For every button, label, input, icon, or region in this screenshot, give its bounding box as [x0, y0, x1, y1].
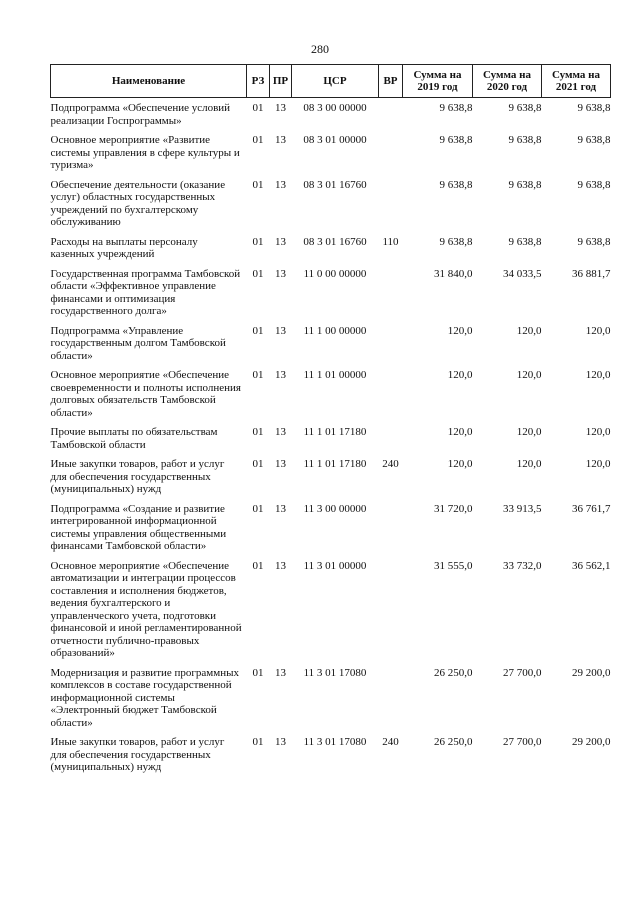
row-csr: 08 3 01 00000: [303, 134, 367, 146]
row-sum-2020: 9 638,8: [508, 134, 542, 146]
row-rz: 01: [252, 426, 264, 438]
row-sum-2020: 9 638,8: [508, 178, 542, 191]
row-vr: 110: [382, 235, 399, 248]
row-sum-2019: 31 720,0: [434, 502, 473, 515]
row-sum-2019: 120,0: [447, 324, 473, 337]
table-row: [51, 499, 611, 556]
header-sum-2020: Сумма на 2020 год: [473, 65, 542, 98]
table-header-row: [51, 65, 611, 98]
row-sum-2020: 120,0: [516, 458, 542, 470]
table-row: [51, 732, 611, 777]
row-csr: 11 1 01 00000: [303, 369, 367, 381]
header-rz: РЗ: [247, 65, 270, 98]
row-csr: 11 1 01 17180: [303, 426, 367, 438]
row-rz: 01: [252, 134, 264, 146]
row-rz: 01: [252, 102, 264, 114]
header-vr: ВР: [379, 65, 403, 98]
row-pr: 13: [275, 134, 286, 146]
row-rz: 01: [252, 458, 264, 470]
row-csr: 08 3 01 16760: [303, 235, 367, 248]
row-pr: 13: [275, 267, 286, 280]
table-row: [51, 232, 611, 264]
row-sum-2019: 9 638,8: [439, 235, 473, 248]
row-name: Иные закупки товаров, работ и услуг для обеспечения государственных (муниципальных) нужд: [50, 736, 225, 773]
row-sum-2019: 31 555,0: [434, 559, 473, 572]
row-vr: [379, 422, 403, 454]
row-name: Подпрограмма «Управление государственным долгом Тамбовской области»: [50, 324, 226, 362]
row-sum-2020: 33 732,0: [503, 559, 542, 572]
row-sum-2020: 9 638,8: [508, 235, 542, 248]
table-row: [51, 130, 611, 175]
row-vr: [379, 663, 403, 733]
row-sum-2019: 9 638,8: [439, 102, 473, 114]
row-sum-2020: 27 700,0: [503, 736, 542, 748]
page-number: 280: [311, 42, 329, 56]
row-sum-2019: 9 638,8: [439, 178, 473, 191]
row-sum-2021: 36 881,7: [572, 267, 611, 280]
row-csr: 11 3 00 00000: [303, 502, 367, 515]
row-sum-2019: 26 250,0: [434, 666, 473, 679]
row-csr: 08 3 01 16760: [303, 178, 367, 191]
row-rz: 01: [252, 736, 264, 748]
row-pr: 13: [275, 102, 286, 114]
row-sum-2021: 9 638,8: [577, 102, 611, 114]
row-sum-2020: 9 638,8: [508, 102, 542, 114]
row-pr: 13: [275, 736, 286, 748]
row-sum-2021: 120,0: [585, 324, 611, 337]
row-sum-2019: 9 638,8: [439, 134, 473, 146]
row-sum-2021: 120,0: [585, 458, 611, 470]
row-sum-2020: 34 033,5: [503, 267, 542, 280]
row-vr: [379, 130, 403, 175]
row-sum-2019: 31 840,0: [434, 267, 473, 280]
row-sum-2021: 120,0: [585, 369, 611, 381]
row-pr: 13: [275, 666, 286, 679]
row-pr: 13: [275, 178, 286, 191]
row-rz: 01: [252, 235, 264, 248]
row-vr: [379, 365, 403, 422]
row-pr: 13: [275, 235, 286, 248]
table-row: [51, 264, 611, 321]
row-sum-2019: 120,0: [447, 369, 473, 381]
row-sum-2020: 120,0: [516, 426, 542, 438]
row-name: Иные закупки товаров, работ и услуг для обеспечения государственных (муниципальных) нужд: [50, 458, 225, 495]
header-csr: ЦСР: [292, 65, 379, 98]
row-rz: 01: [252, 666, 264, 679]
row-name: Основное мероприятие «Обеспечение автоматизации и интеграции процессов составления и исполнения бюджетов, ведения бухгалтерского и управленческого учета, подготовки финансовой и иной регламентированной отчетности публично-правовых образований»: [50, 559, 242, 659]
table-row: [51, 321, 611, 366]
row-pr: 13: [275, 502, 286, 515]
row-rz: 01: [252, 267, 264, 280]
table-row: [51, 98, 611, 131]
row-rz: 01: [252, 502, 264, 515]
table-row: [51, 175, 611, 232]
row-vr: [379, 98, 403, 131]
row-sum-2020: 120,0: [516, 369, 542, 381]
row-csr: 11 3 01 00000: [303, 559, 367, 572]
row-csr: 08 3 00 00000: [303, 102, 367, 114]
row-name: Основное мероприятие «Развитие системы управления в сфере культуры и туризма»: [50, 134, 240, 171]
row-name: Модернизация и развитие программных комплексов в составе государственной информационной системы «Электронный бюджет Тамбовской области»: [50, 666, 240, 729]
header-name: Наименование: [51, 65, 247, 98]
row-csr: 11 3 01 17080: [303, 666, 367, 679]
row-csr: 11 0 00 00000: [303, 267, 367, 280]
table-row: [51, 422, 611, 454]
row-name: Расходы на выплаты персоналу казенных учреждений: [50, 235, 198, 260]
row-name: Основное мероприятие «Обеспечение своевременности и полноты исполнения долговых обязательств Тамбовской области»: [50, 369, 241, 419]
row-vr: [379, 556, 403, 663]
row-name: Прочие выплаты по обязательствам Тамбовской области: [50, 426, 218, 451]
table-row: [51, 663, 611, 733]
row-rz: 01: [252, 178, 264, 191]
header-sum-2021: Сумма на 2021 год: [542, 65, 611, 98]
row-sum-2020: 27 700,0: [503, 666, 542, 679]
row-vr: 240: [382, 458, 399, 470]
row-pr: 13: [275, 559, 286, 572]
row-vr: [379, 264, 403, 321]
budget-table: [50, 64, 611, 777]
row-name: Государственная программа Тамбовской области «Эффективное управление финансами и оптимизация государственного долга»: [50, 267, 241, 317]
row-vr: [379, 321, 403, 366]
row-sum-2021: 120,0: [585, 426, 611, 438]
row-rz: 01: [252, 559, 264, 572]
header-pr: ПР: [270, 65, 292, 98]
header-sum-2019: Сумма на 2019 год: [403, 65, 473, 98]
row-pr: 13: [275, 369, 286, 381]
row-name: Обеспечение деятельности (оказание услуг) областных государственных учреждений по бухгалтерскому обслуживанию: [50, 178, 226, 228]
row-name: Подпрограмма «Создание и развитие интегрированной информационной системы управления общественными финансами Тамбовской области»: [50, 502, 227, 552]
row-vr: 240: [382, 736, 399, 748]
row-csr: 11 3 01 17080: [303, 736, 367, 748]
row-csr: 11 1 01 17180: [303, 458, 367, 470]
row-sum-2021: 29 200,0: [572, 666, 611, 679]
row-sum-2019: 120,0: [447, 426, 473, 438]
table-row: [51, 454, 611, 499]
table-row: [51, 556, 611, 663]
table-row: [51, 365, 611, 422]
row-vr: [379, 499, 403, 556]
row-pr: 13: [275, 324, 286, 337]
row-csr: 11 1 00 00000: [303, 324, 367, 337]
row-sum-2021: 36 761,7: [572, 502, 611, 515]
row-vr: [379, 175, 403, 232]
row-rz: 01: [252, 369, 264, 381]
row-pr: 13: [275, 458, 286, 470]
row-sum-2021: 9 638,8: [577, 178, 611, 191]
row-sum-2020: 120,0: [516, 324, 542, 337]
row-sum-2021: 9 638,8: [577, 134, 611, 146]
row-pr: 13: [275, 426, 286, 438]
row-rz: 01: [252, 324, 264, 337]
row-sum-2019: 120,0: [447, 458, 473, 470]
row-sum-2020: 33 913,5: [503, 502, 542, 515]
row-name: Подпрограмма «Обеспечение условий реализации Госпрограммы»: [50, 102, 231, 127]
row-sum-2021: 9 638,8: [577, 235, 611, 248]
row-sum-2019: 26 250,0: [434, 736, 473, 748]
row-sum-2021: 36 562,1: [572, 559, 611, 572]
row-sum-2021: 29 200,0: [572, 736, 611, 748]
